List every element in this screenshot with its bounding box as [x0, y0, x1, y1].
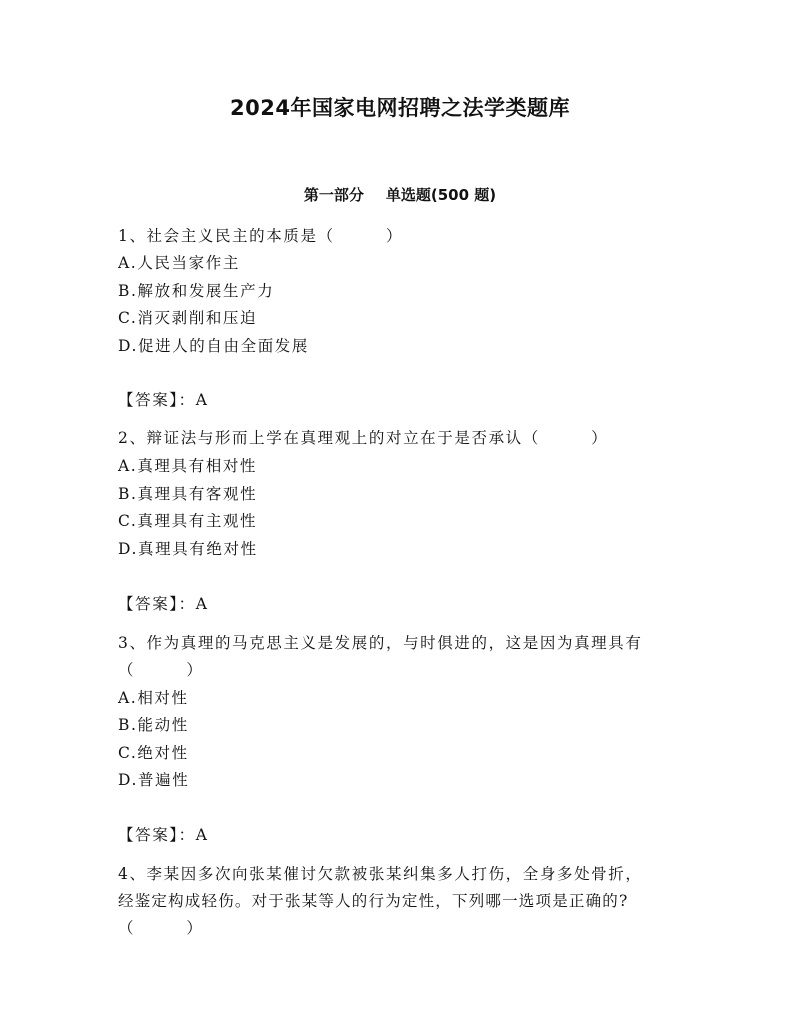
option-d: D.促进人的自由全面发展: [118, 337, 310, 355]
option-c: C.绝对性: [118, 744, 189, 762]
question-stem: 1、社会主义民主的本质是（ ）: [118, 227, 404, 245]
answer-line: 【答案】：A: [118, 826, 209, 844]
option-d: D.普遍性: [118, 771, 190, 789]
option-a: A.真理具有相对性: [118, 457, 258, 475]
section-heading: [0, 184, 800, 205]
option-b: B.能动性: [118, 716, 189, 734]
option-c: C.真理具有主观性: [118, 512, 258, 530]
page-title: 2024年国家电网招聘之法学类题库: [230, 96, 570, 120]
question-stem: 4、李某因多次向张某催讨欠款被张某纠集多人打伤，全身多处骨折，: [118, 865, 643, 883]
section-name: 单选题(500 题): [385, 186, 497, 204]
section-part: 第一部分: [303, 186, 364, 204]
question-stem: 2、辩证法与形而上学在真理观上的对立在于是否承认（ ）: [118, 429, 609, 447]
question-stem-continued: （ ）: [118, 661, 204, 679]
question-stem: 3、作为真理的马克思主义是发展的，与时俱进的，这是因为真理具有: [118, 634, 643, 652]
option-c: C.消灭剥削和压迫: [118, 309, 258, 327]
option-a: A.相对性: [118, 689, 189, 707]
answer-line: 【答案】：A: [118, 595, 209, 613]
option-b: B.解放和发展生产力: [118, 282, 275, 300]
question-stem-continued: （ ）: [118, 919, 204, 937]
answer-line: 【答案】：A: [118, 391, 209, 409]
question-stem-continued: 经鉴定构成轻伤。对于张某等人的行为定性，下列哪一选项是正确的?: [118, 892, 629, 910]
option-a: A.人民当家作主: [118, 254, 240, 272]
option-d: D.真理具有绝对性: [118, 540, 258, 558]
option-b: B.真理具有客观性: [118, 485, 258, 503]
